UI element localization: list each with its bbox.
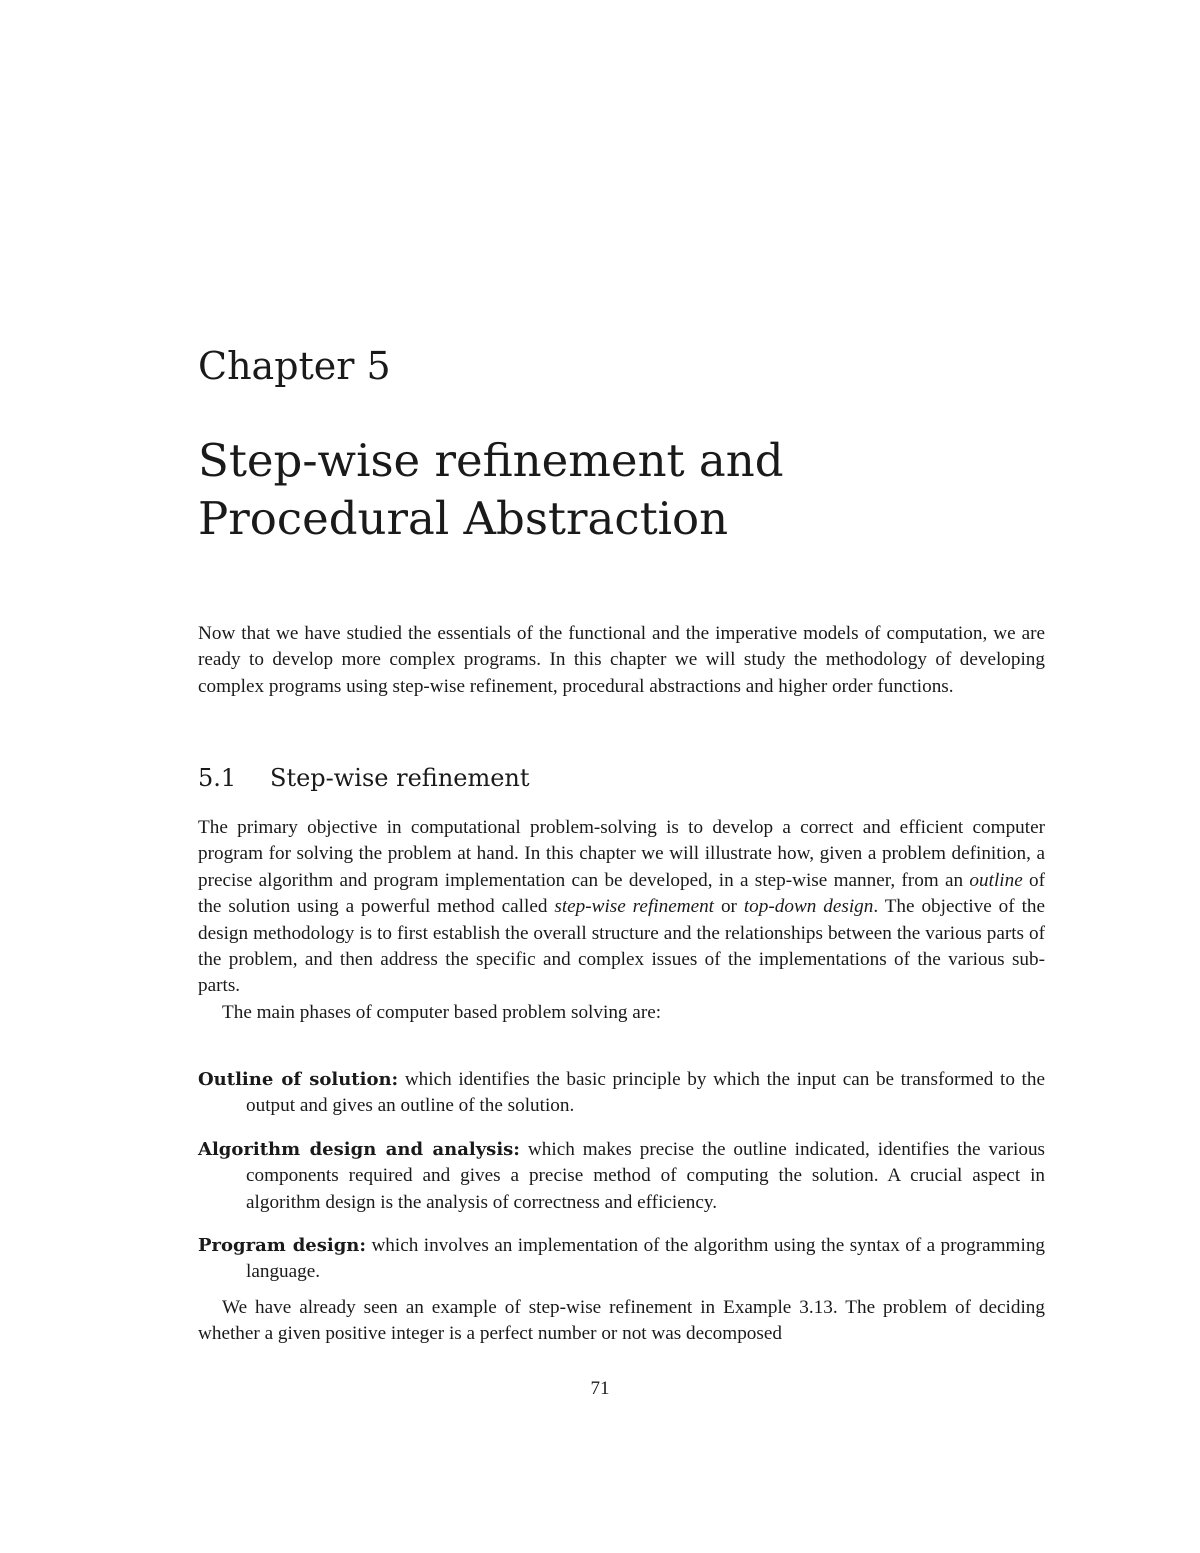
- section-title: Step-wise refinement: [270, 764, 530, 792]
- phase-item: [198, 1067, 1045, 1120]
- phase-description: which identifies the basic principle by which the input can be transformed to the output and gives an outline of the solution.: [246, 1069, 1045, 1117]
- emphasis-step-wise-refinement: step-wise refinement: [554, 896, 715, 918]
- text-run: of the solution using a powerful method called: [198, 869, 1045, 918]
- phase-description: which makes precise the outline indicated, identifies the various components required and gives a precise method of computing the solution. A crucial aspect in algorithm design is the analysis of correctness and efficiency.: [246, 1138, 1046, 1213]
- text-run: . The objective of the design methodology is to first establish the overall structure and the relationships between the various parts of the problem, and then address the specific and complex issues of the implementations of the various sub-parts.: [198, 896, 1046, 997]
- page-number: 71: [590, 1378, 610, 1399]
- chapter-title-line-1: Step-wise refinement and: [198, 434, 784, 487]
- phase-term: Outline of solution:: [198, 1069, 399, 1090]
- section-number: 5.1: [198, 764, 237, 792]
- phase-term: Algorithm design and analysis:: [198, 1138, 520, 1160]
- closing-paragraph: We have already seen an example of step-wise refinement in Example 3.13. The problem of deciding whether a given positive integer is a perfect number or not was decomposed: [198, 1297, 1045, 1345]
- intro-paragraph: Now that we have studied the essentials of the functional and the imperative models of computation, we are ready to develop more complex programs. In this chapter we will study the methodology of developing complex programs using step-wise refinement, procedural abstractions and higher order functions.: [198, 623, 1045, 697]
- emphasis-outline: outline: [969, 869, 1023, 891]
- phase-item: [198, 1137, 1045, 1216]
- chapter-title: [198, 432, 1058, 548]
- closing-block: [198, 1295, 1045, 1348]
- section-heading: [198, 762, 530, 794]
- text-run: or: [714, 896, 744, 918]
- phases-list: [198, 1067, 1045, 1303]
- phase-item: [198, 1233, 1045, 1286]
- chapter-title-line-2: Procedural Abstraction: [198, 492, 729, 545]
- section-paragraph-2: The main phases of computer based problem solving are:: [222, 1001, 662, 1023]
- text-run: The primary objective in computational problem-solving is to develop a correct and efficient computer program for solving the problem at hand. In this chapter we will illustrate how, given a problem definition, a precise algorithm and program implementation can be developed, in a step-wise manner, from an: [198, 817, 1045, 891]
- section-paragraph-1: [198, 815, 1045, 1000]
- section-body: [198, 815, 1045, 1026]
- phase-term: Program design:: [198, 1235, 367, 1257]
- chapter-label: Chapter 5: [198, 344, 391, 388]
- phase-description: which involves an implementation of the algorithm using the syntax of a programming language.: [246, 1235, 1045, 1283]
- intro-paragraph-block: [198, 621, 1045, 700]
- emphasis-top-down-design: top-down design: [743, 896, 874, 918]
